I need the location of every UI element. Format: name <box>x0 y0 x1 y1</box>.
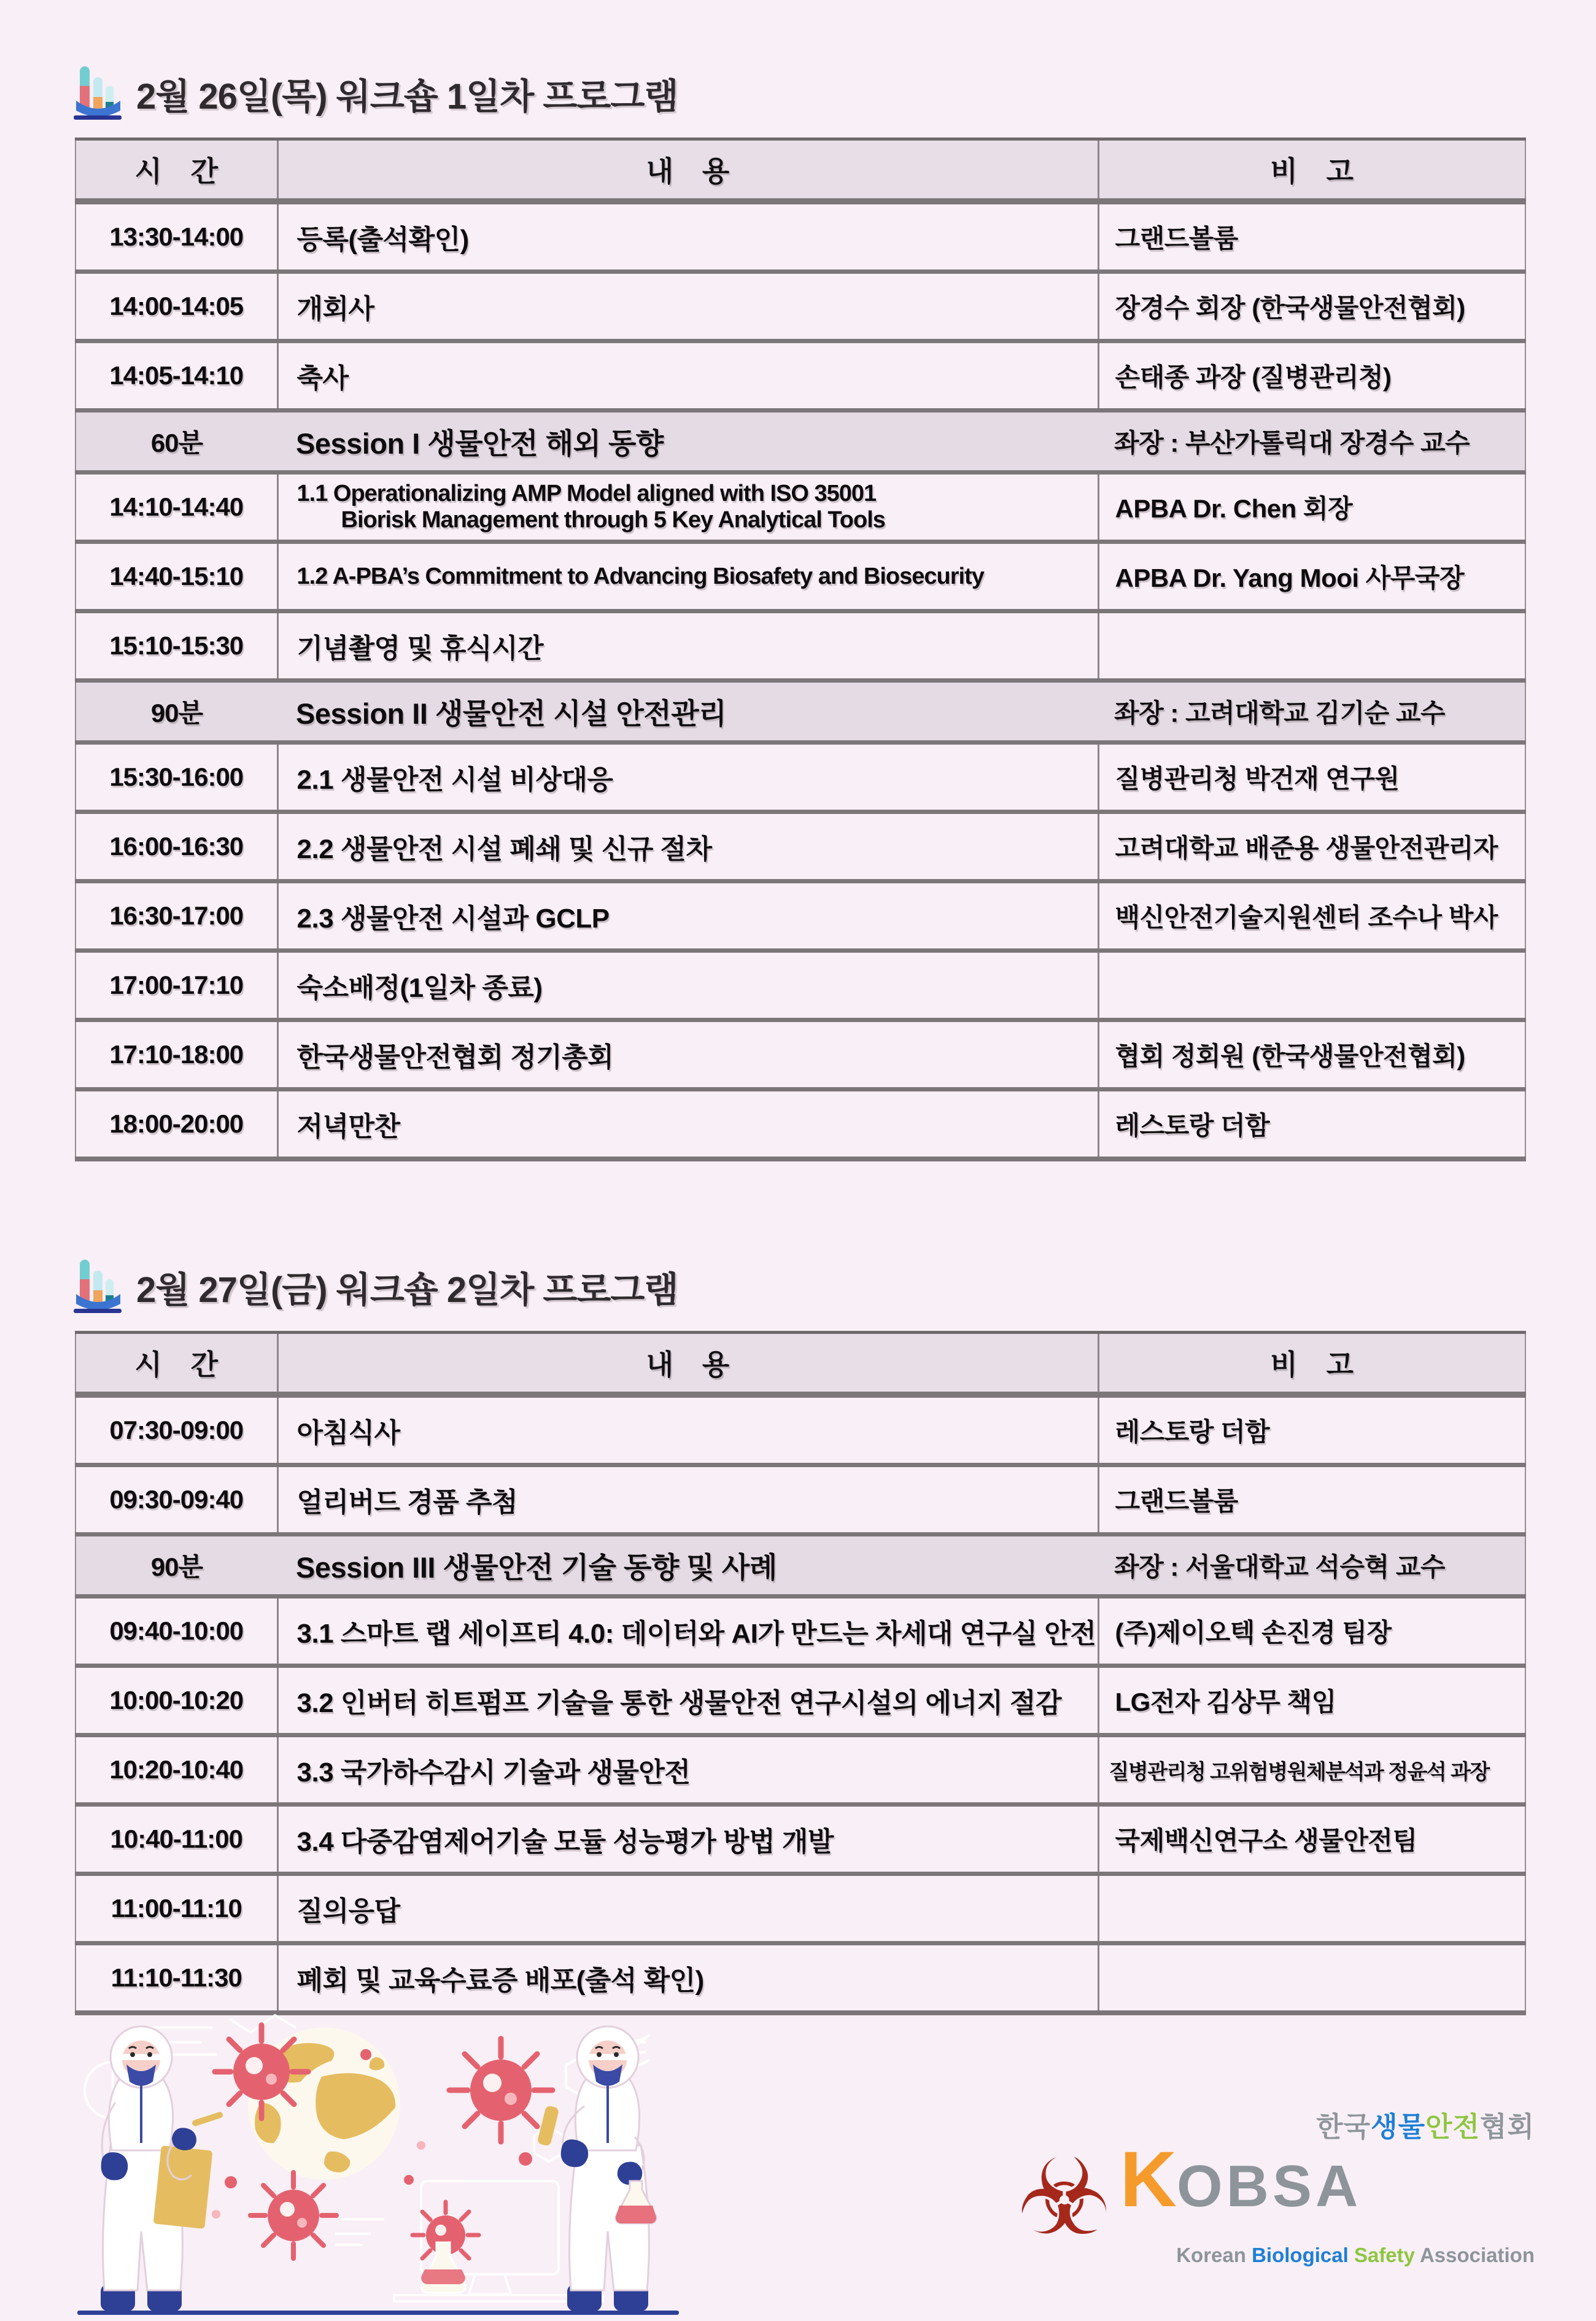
content-cell: 폐회 및 교육수료증 배포(출석 확인) <box>277 1943 1098 2013</box>
day1-table-body <box>76 201 1525 1159</box>
program-row <box>76 812 1525 882</box>
program-row <box>76 1735 1525 1805</box>
program-row <box>76 1666 1525 1735</box>
session-row <box>76 681 1525 743</box>
note-cell <box>1098 1874 1525 1943</box>
note-cell: 질병관리청 박건재 연구원 <box>1098 743 1525 812</box>
program-row <box>76 743 1525 812</box>
day2-header-row <box>76 1333 1525 1395</box>
day2-table <box>75 1331 1526 2015</box>
content-cell: 아침식사 <box>277 1395 1098 1465</box>
time-cell: 14:05-14:10 <box>109 361 244 390</box>
note-cell: 레스토랑 더함 <box>1098 1395 1525 1465</box>
col-header-note: 비 고 <box>1098 1333 1525 1395</box>
program-row <box>76 951 1525 1020</box>
content-cell: 1.1 Operationalizing AMP Model aligned with ISO 35001 Biorisk Management through 5 Key Analytical Tools <box>277 473 1098 542</box>
kobsa-wordmark: K OBSA <box>1120 2136 1362 2223</box>
day1-table <box>75 138 1526 1161</box>
note-cell <box>1098 951 1525 1020</box>
program-row <box>76 1874 1525 1943</box>
content-cell: 숙소배정(1일차 종료) <box>277 951 1098 1020</box>
program-row <box>76 201 1525 272</box>
time-cell: 17:10-18:00 <box>109 1040 244 1069</box>
time-cell: 90분 <box>150 699 203 727</box>
scientist-right <box>537 2026 656 2311</box>
content-cell: 한국생물안전협회 정기총회 <box>277 1020 1098 1090</box>
note-cell: 고려대학교 배준용 생물안전관리자 <box>1098 812 1525 882</box>
note-cell: 장경수 회장 (한국생물안전협회) <box>1098 272 1525 341</box>
col-header-content: 내 용 <box>277 139 1098 202</box>
program-row <box>76 1090 1525 1160</box>
time-cell: 14:00-14:05 <box>109 292 244 320</box>
program-row <box>76 473 1525 542</box>
content-cell: 2.3 생물안전 시설과 GCLP <box>277 882 1098 951</box>
day2-title: 2월 27일(금) 워크숍 2일차 프로그램 <box>136 1270 678 1310</box>
note-cell: 국제백신연구소 생물안전팀 <box>1098 1805 1525 1874</box>
time-cell: 90분 <box>150 1552 203 1581</box>
day1-header-row <box>76 139 1525 202</box>
note-cell: APBA Dr. Yang Mooi 사무국장 <box>1098 542 1525 611</box>
kobsa-tagline: Korean Biological Safety Association <box>1176 2244 1535 2266</box>
col-header-time: 시 간 <box>134 155 219 187</box>
program-row <box>76 1020 1525 1090</box>
time-cell: 10:40-11:00 <box>110 1824 242 1853</box>
footer-illustration-scientists-globe <box>77 1998 679 2317</box>
day1-title-row <box>72 0 1596 122</box>
time-cell: 16:00-16:30 <box>109 832 244 861</box>
col-header-time: 시 간 <box>134 1349 219 1381</box>
note-cell: 손태종 과장 (질병관리청) <box>1098 341 1525 411</box>
note-cell: LG전자 김상무 책임 <box>1098 1666 1525 1735</box>
kobsa-logo-text <box>1120 2104 1535 2290</box>
note-cell: 그랜드볼룸 <box>1098 201 1525 272</box>
day1-title: 2월 26일(목) 워크숍 1일차 프로그램 <box>136 77 678 117</box>
biohazard-icon: ☣ <box>1017 2135 1112 2259</box>
time-cell: 13:30-14:00 <box>109 222 244 251</box>
time-cell: 11:10-11:30 <box>110 1963 242 1992</box>
note-cell: 레스토랑 더함 <box>1098 1090 1525 1160</box>
content-cell: Session III 생물안전 기술 동향 및 사례 <box>296 1551 777 1584</box>
time-cell: 07:30-09:00 <box>109 1416 244 1444</box>
content-cell: 얼리버드 경품 추첨 <box>277 1465 1098 1535</box>
program-row <box>76 341 1525 411</box>
day2-title-row <box>72 1258 1596 1315</box>
content-cell: 3.1 스마트 랩 세이프티 4.0: 데이터와 AI가 만드는 차세대 연구실 안전 <box>277 1597 1098 1666</box>
program-row <box>76 1395 1525 1465</box>
content-cell: 2.1 생물안전 시설 비상대응 <box>277 743 1098 812</box>
time-cell: 16:30-17:00 <box>109 901 244 930</box>
content-cell: 저녁만찬 <box>277 1090 1098 1160</box>
scientist-left <box>101 2026 223 2311</box>
time-cell: 14:40-15:10 <box>109 562 244 591</box>
test-tubes-icon <box>72 65 124 122</box>
kobsa-korean-name: 한국생물안전협회 <box>1316 2111 1535 2142</box>
content-cell: 3.3 국가하수감시 기술과 생물안전 <box>277 1735 1098 1805</box>
content-cell: 3.2 인버터 히트펌프 기술을 통한 생물안전 연구시설의 에너지 절감 <box>277 1666 1098 1735</box>
program-row <box>76 272 1525 341</box>
note-cell: 질병관리청 고위험병원체분석과 정윤석 과장 <box>1098 1735 1525 1805</box>
content-cell: Session I 생물안전 해외 동향 <box>296 427 664 460</box>
note-cell: (주)제이오텍 손진경 팀장 <box>1098 1597 1525 1666</box>
content-cell: 질의응답 <box>277 1874 1098 1943</box>
program-row <box>76 611 1525 681</box>
note-cell: 백신안전기술지원센터 조수나 박사 <box>1098 882 1525 951</box>
program-row <box>76 1597 1525 1666</box>
footer <box>0 1977 1596 2321</box>
time-cell: 17:00-17:10 <box>109 971 244 999</box>
program-row <box>76 1465 1525 1535</box>
time-cell: 60분 <box>150 428 203 457</box>
note-cell: 좌장 : 고려대학교 김기순 교수 <box>1114 699 1446 727</box>
program-row <box>76 882 1525 951</box>
kobsa-logo <box>1017 2104 1535 2290</box>
note-cell: 좌장 : 서울대학교 석승혁 교수 <box>1114 1552 1446 1581</box>
session-row <box>76 1535 1525 1597</box>
content-cell: 1.2 A-PBA’s Commitment to Advancing Biosafety and Biosecurity <box>277 542 1098 611</box>
time-cell: 10:00-10:20 <box>109 1686 244 1715</box>
col-header-content: 내 용 <box>277 1333 1098 1395</box>
note-cell: 좌장 : 부산가톨릭대 장경수 교수 <box>1114 428 1470 457</box>
time-cell: 15:10-15:30 <box>109 631 244 660</box>
time-cell: 10:20-10:40 <box>109 1755 244 1784</box>
note-cell: 협회 정회원 (한국생물안전협회) <box>1098 1020 1525 1090</box>
note-cell: 그랜드볼룸 <box>1098 1465 1525 1535</box>
content-cell: 등록(출석확인) <box>277 201 1098 272</box>
program-row <box>76 542 1525 611</box>
time-cell: 09:40-10:00 <box>109 1616 244 1645</box>
time-cell: 09:30-09:40 <box>109 1485 244 1514</box>
note-cell: APBA Dr. Chen 회장 <box>1098 473 1525 542</box>
content-cell: 축사 <box>277 341 1098 411</box>
content-cell: 3.4 다중감염제어기술 모듈 성능평가 방법 개발 <box>277 1805 1098 1874</box>
program-row <box>76 1805 1525 1874</box>
session-row <box>76 411 1525 473</box>
col-header-note: 비 고 <box>1098 139 1525 202</box>
content-cell: 2.2 생물안전 시설 폐쇄 및 신규 절차 <box>277 812 1098 882</box>
content-cell: 개회사 <box>277 272 1098 341</box>
time-cell: 14:10-14:40 <box>109 492 244 521</box>
time-cell: 18:00-20:00 <box>109 1109 244 1138</box>
day2-section <box>0 1258 1596 2015</box>
day2-table-body <box>76 1395 1525 2013</box>
note-cell <box>1098 611 1525 681</box>
time-cell: 15:30-16:00 <box>109 762 244 791</box>
test-tubes-icon <box>72 1258 124 1315</box>
time-cell: 11:00-11:10 <box>110 1894 242 1923</box>
content-cell: 기념촬영 및 휴식시간 <box>277 611 1098 681</box>
ground-line <box>77 2311 679 2315</box>
content-cell: Session II 생물안전 시설 안전관리 <box>296 697 727 730</box>
